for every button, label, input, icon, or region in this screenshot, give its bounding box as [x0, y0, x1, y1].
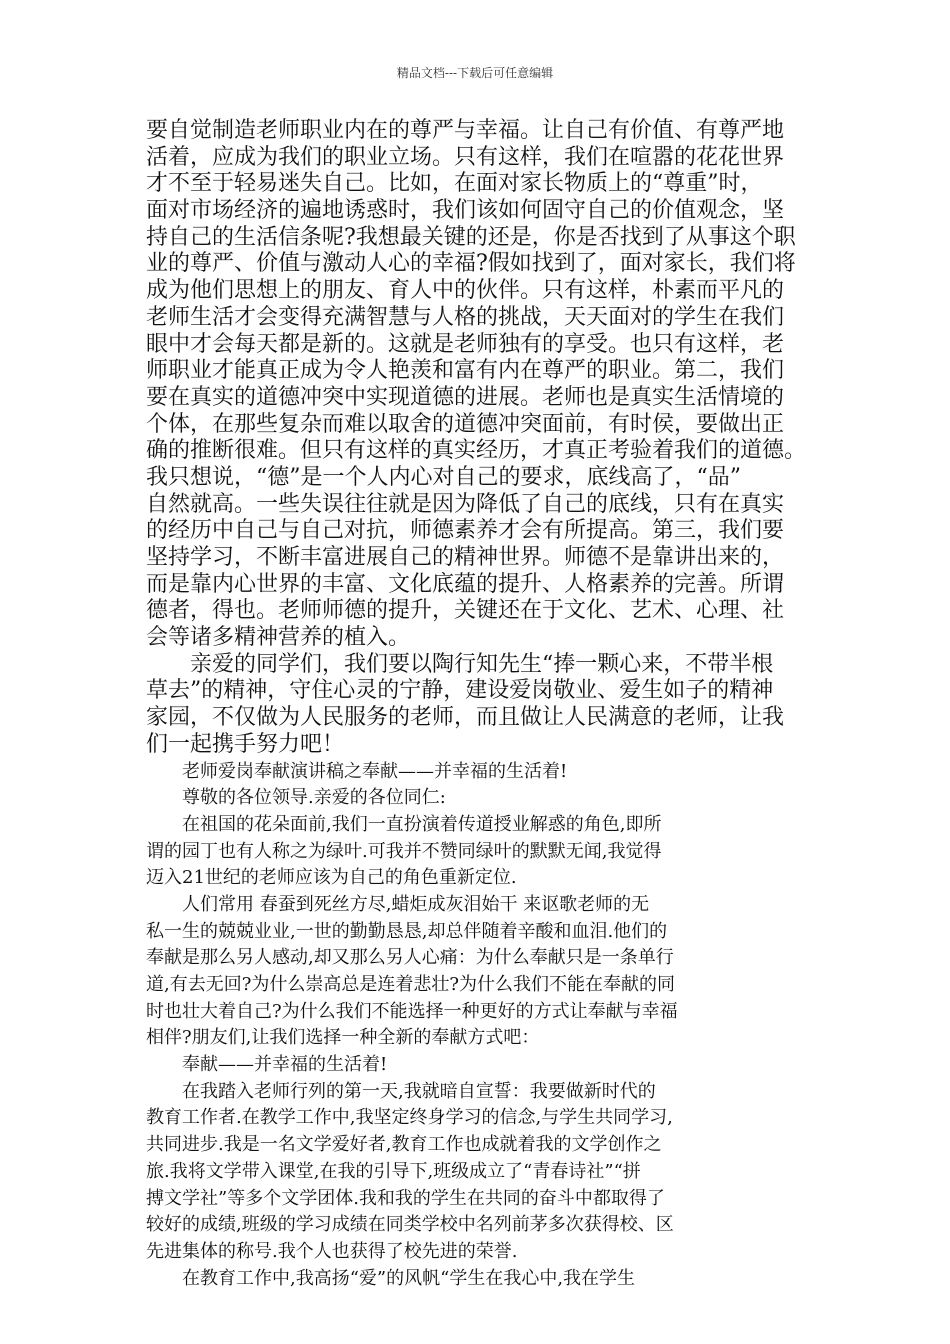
text-line: 人们常用 春蚕到死丝方尽,蜡炬成灰泪始干 来讴歌老师的无 [146, 893, 650, 915]
section-heading: 奉献——并幸福的生活着! [146, 1054, 388, 1076]
text-line: 在祖国的花朵面前,我们一直扮演着传道授业解惑的角色,即所 [146, 813, 662, 835]
text-line: 们一起携手努力吧！ [146, 731, 345, 757]
text-line: 个体，在那些复杂而难以取舍的道德冲突面前，有时侯，要做出正 [146, 411, 785, 437]
text-line: 活着，应成为我们的职业立场。只有这样，我们在喧嚣的花花世界 [146, 144, 785, 170]
text-line: 要自觉制造老师职业内在的尊严与幸福。让自己有价值、有尊严地 [146, 118, 785, 143]
speech-title: 老师爱岗奉献演讲稿之奉献——并幸福的生活着! [146, 760, 568, 782]
text-line: 在教育工作中,我高扬“爱”的风帆“学生在我心中,我在学生 [146, 1267, 636, 1289]
text-line: 才不至于轻易迷失自己。比如，在面对家长物质上的“尊重”时， [146, 171, 763, 197]
text-line: 私一生的兢兢业业,一世的勤勤恳恳,却总伴随着辛酸和血泪.他们的 [146, 920, 668, 942]
text-line: 师职业才能真正成为令人艳羡和富有内在尊严的职业。第二，我们 [146, 358, 785, 384]
text-line: 奉献是那么另人感动,却又那么另人心痛：为什么奉献只是一条单行 [146, 947, 674, 969]
text-line: 教育工作者.在教学工作中,我坚定终身学习的信念,与学生共同学习, [146, 1107, 673, 1129]
document-body [146, 118, 826, 1292]
text-line: 德者，得也。老师师德的提升，关键还在于文化、艺术、心理、社 [146, 598, 785, 624]
text-line: 旅.我将文学带入课堂,在我的引导下,班级成立了“青春诗社”“拼 [146, 1160, 641, 1182]
text-line: 持自己的生活信条呢?我想最关键的还是，你是否找到了从事这个职 [146, 224, 796, 250]
text-line: 老师生活才会变得充满智慧与人格的挑战，天天面对的学生在我们 [146, 304, 785, 330]
text-line: 成为他们思想上的朋友、育人中的伙伴。只有这样，朴素而平凡的 [146, 278, 785, 304]
text-line: 先进集体的称号.我个人也获得了校先进的荣誉. [146, 1240, 518, 1262]
text-line: 时也壮大着自己?为什么我们不能选择一种更好的方式让奉献与幸福 [146, 1000, 678, 1022]
text-line: 确的推断很难。但只有这样的真实经历，才真正考验着我们的道德。 [146, 438, 807, 464]
text-line: 眼中才会每天都是新的。这就是老师独有的享受。也只有这样，老 [146, 331, 785, 357]
text-line: 搏文学社”等多个文学团体.我和我的学生在共同的奋斗中都取得了 [146, 1187, 665, 1209]
page-header: 精品文档---下载后可任意编辑 [396, 66, 554, 80]
text-line: 我只想说，“德”是一个人内心对自己的要求，底线高了，“品” [146, 464, 741, 490]
text-line: 较好的成绩,班级的学习成绩在同类学校中名列前茅多次获得校、区 [146, 1214, 674, 1236]
text-line: 草去”的精神，守住心灵的宁静，建设爱岗敬业、爱生如子的精神 [146, 678, 774, 704]
salutation: 尊敬的各位领导.亲爱的各位同仁: [146, 787, 446, 809]
text-line: 亲爱的同学们，我们要以陶行知先生“捧一颗心来，不带半根 [146, 651, 774, 677]
text-line: 道,有去无回?为什么崇高总是连着悲壮?为什么我们不能在奉献的同 [146, 974, 676, 995]
text-line: 的经历中自己与自己对抗，师德素养才会有所提高。第三，我们要 [146, 518, 785, 544]
text-line: 谓的园丁也有人称之为绿叶.可我并不赞同绿叶的默默无闻,我觉得 [146, 840, 662, 862]
text-line: 自然就高。一些失误往往就是因为降低了自己的底线，只有在真实 [146, 491, 785, 517]
text-line: 而是靠内心世界的丰富、文化底蕴的提升、人格素养的完善。所谓 [146, 571, 785, 597]
text-line: 共同进步.我是一名文学爱好者,教育工作也成就着我的文学创作之 [146, 1134, 662, 1156]
text-line: 迈入21世纪的老师应该为自己的角色重新定位. [146, 867, 517, 889]
text-line: 要在真实的道德冲突中实现道德的进展。老师也是真实生活情境的 [146, 384, 785, 410]
text-line: 家园，不仅做为人民服务的老师，而且做让人民满意的老师，让我 [146, 705, 785, 731]
text-line: 业的尊严、价值与激动人心的幸福?假如找到了，面对家长，我们将 [146, 251, 796, 277]
text-line: 面对市场经济的遍地诱惑时，我们该如何固守自己的价值观念，坚 [146, 198, 785, 224]
text-line: 会等诸多精神营养的植入。 [146, 625, 411, 651]
text-line: 在我踏入老师行列的第一天,我就暗自宣誓：我要做新时代的 [146, 1080, 656, 1102]
text-line: 相伴?朋友们,让我们选择一种全新的奉献方式吧： [146, 1027, 540, 1049]
text-line: 坚持学习，不断丰富进展自己的精神世界。师德不是靠讲出来的， [146, 545, 785, 570]
